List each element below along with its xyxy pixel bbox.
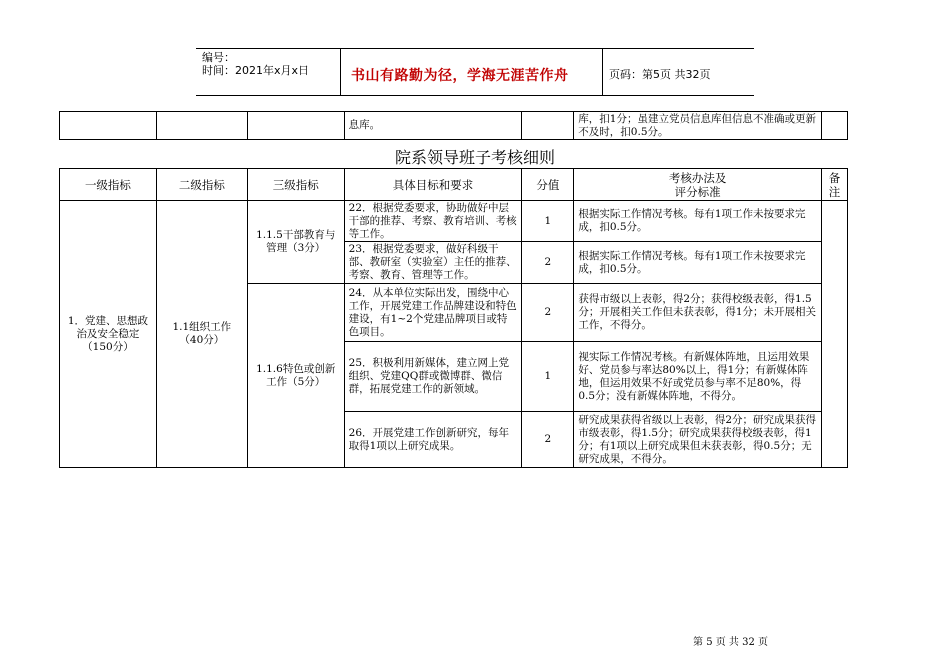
score-cell: 2 (522, 284, 574, 342)
level3-cell: 1.1.6特色或创新工作（5分） (247, 284, 344, 468)
level2-cell: 1.1组织工作（40分） (156, 201, 247, 468)
cell: 库，扣1分；虽建立党员信息库但信息不准确或更新不及时，扣0.5分。 (574, 112, 822, 140)
method-cell: 根据实际工作情况考核。每有1项工作未按要求完成，扣0.5分。 (574, 242, 822, 284)
cell (821, 112, 847, 140)
header-motto: 书山有路勤为径，学海无涯苦作舟 (351, 68, 569, 84)
col-header-method: 考核办法及 评分标准 (574, 169, 822, 201)
col-header-level2: 二级指标 (156, 169, 247, 201)
goal-cell: 23．根据党委要求，做好科级干部、教研室（实验室）主任的推荐、考察、教育、管理等工作。 (344, 242, 522, 284)
header-divider-left (340, 48, 341, 95)
col-header-note: 备注 (821, 169, 847, 201)
cell: 息库。 (344, 112, 522, 140)
section-title: 院系领导班子考核细则 (394, 148, 555, 167)
method-cell: 视实际工作情况考核。有新媒体阵地，且运用效果好、党员参与率达80%以上，得1分；有新媒体阵地，但运用效果不好或党员参与率不足80%，得0.5分；没有新媒体阵地，不得分。 (574, 342, 822, 412)
col-header-level1: 一级指标 (60, 169, 157, 201)
level1-cell: 1．党建、思想政治及安全稳定（150分） (60, 201, 157, 468)
cell (156, 112, 247, 140)
header-top-rule (196, 48, 754, 49)
header-bottom-rule (196, 95, 754, 96)
col-header-goal: 具体目标和要求 (344, 169, 522, 201)
header-divider-right (602, 48, 603, 95)
score-cell: 1 (522, 201, 574, 242)
number-label: 编号： (202, 51, 235, 64)
table-header-row (60, 169, 848, 201)
table-row (60, 201, 848, 242)
page-header (196, 48, 754, 96)
col-header-score: 分值 (522, 169, 574, 201)
goal-cell: 26．开展党建工作创新研究，每年取得1项以上研究成果。 (344, 412, 522, 468)
header-page-label: 页码：第5页 共32页 (609, 68, 711, 81)
cell (522, 112, 574, 140)
score-cell: 2 (522, 242, 574, 284)
col-header-level3: 三级指标 (247, 169, 344, 201)
cell (60, 112, 157, 140)
score-cell: 2 (522, 412, 574, 468)
cell (247, 112, 344, 140)
method-cell: 根据实际工作情况考核。每有1项工作未按要求完成，扣0.5分。 (574, 201, 822, 242)
continued-table (59, 111, 848, 140)
level3-cell: 1.1.5干部教育与管理（3分） (247, 201, 344, 284)
method-cell: 获得市级以上表彰，得2分；获得校级表彰，得1.5分；开展相关工作但未获表彰，得1分；未开展相关工作，不得分。 (574, 284, 822, 342)
page-footer: 第 5 页 共 32 页 (693, 637, 768, 648)
note-cell (821, 201, 847, 468)
goal-cell: 24．从本单位实际出发，围绕中心工作，开展党建工作品牌建设和特色建设，有1~2个党建品牌项目或特色项目。 (344, 284, 522, 342)
score-cell: 1 (522, 342, 574, 412)
table-row (60, 112, 848, 140)
goal-cell: 22．根据党委要求，协助做好中层干部的推荐、考察、教育培训、考核等工作。 (344, 201, 522, 242)
goal-cell: 25．积极利用新媒体，建立网上党组织、党建QQ群或微博群、微信群，拓展党建工作的新领域。 (344, 342, 522, 412)
method-cell: 研究成果获得省级以上表彰，得2分；研究成果获得市级表彰，得1.5分；研究成果获得校级表彰，得1分；有1项以上研究成果但未获表彰，得0.5分；无研究成果，不得分。 (574, 412, 822, 468)
criteria-table (59, 168, 848, 468)
header-meta (202, 51, 309, 77)
time-label: 时间：2021年x月x日 (202, 64, 310, 77)
